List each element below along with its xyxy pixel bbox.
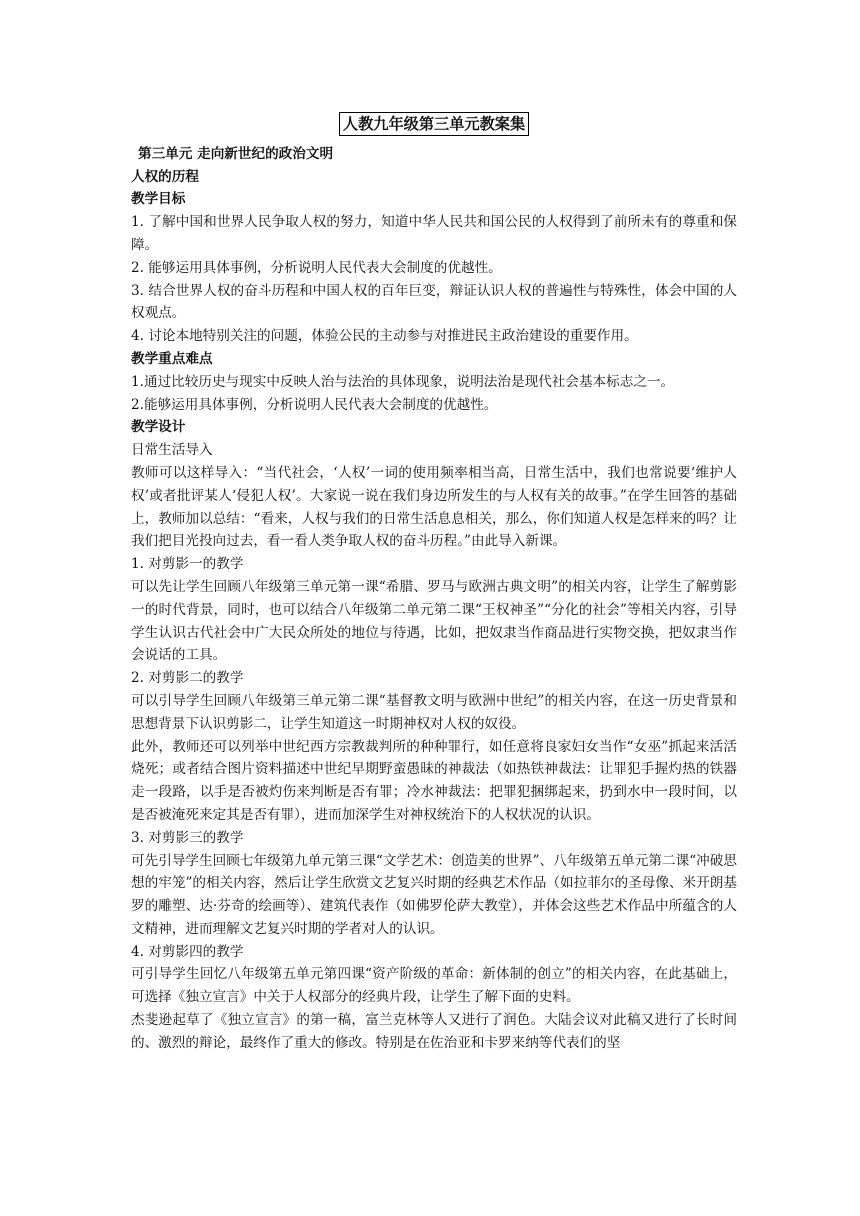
design-paragraph: 可先引导学生回顾七年级第九单元第三课“文学艺术：创造美的世界”、八年级第五单元第二课“冲破思想的牢笼”的相关内容，然后让学生欣赏文艺复兴时期的经典艺术作品（如拉菲尔的圣母像、米开朗基罗的雕塑、达·芬奇的绘画等）、建筑代表作（如佛罗伦萨大教堂），并体会这些艺术作品中所蕴含的人文精神，进而理解文艺复兴时期的学者对人的认识。 <box>131 852 737 937</box>
design-subheading: 1. 对剪影一的教学 <box>131 556 244 573</box>
design-subheading: 3. 对剪影三的教学 <box>131 829 244 846</box>
teaching-goals-heading: 教学目标 <box>131 191 186 208</box>
design-paragraph: 可以先让学生回顾八年级第三单元第一课“希腊、罗马与欧洲古典文明”的相关内容，让学生了解剪影一的时代背景，同时，也可以结合八年级第二单元第二课“王权神圣”“分化的社会”等相关内容，引导学生认识古代社会中广大民众所处的地位与待遇，比如，把奴隶当作商品进行实物交换，把奴隶当作会说话的工具。 <box>131 578 737 664</box>
design-paragraph: 此外，教师还可以列举中世纪西方宗教裁判所的种种罪行，如任意将良家妇女当作“女巫”抓起来活活烧死；或者结合图片资料描述中世纪早期野蛮愚昧的神裁法（如热铁神裁法：让罪犯手握灼热的铁器走一段路，以手是否被灼伤来判断是否有罪；冷水神裁法：把罪犯捆绑起来，扔到水中一段时间，以是否被淹死来定其是否有罪），进而加深学生对神权统治下的人权状况的认识。 <box>131 738 737 823</box>
key-point-item: 2.能够运用具体事例，分析说明人民代表大会制度的优越性。 <box>131 396 498 413</box>
goal-item: 3. 结合世界人权的奋斗历程和中国人权的百年巨变，辩证认识人权的普遍性与特殊性，体会中国的人权观点。 <box>131 282 737 322</box>
lesson-title: 人权的历程 <box>131 168 199 185</box>
key-point-item: 1.通过比较历史与现实中反映人治与法治的具体现象，说明法治是现代社会基本标志之一。 <box>131 373 675 390</box>
key-points-heading: 教学重点难点 <box>131 350 213 367</box>
goal-item: 2. 能够运用具体事例，分析说明人民代表大会制度的优越性。 <box>131 259 502 276</box>
goal-item: 1. 了解中国和世界人民争取人权的努力，知道中华人民共和国公民的人权得到了前所未有的尊重和保障。 <box>131 214 737 253</box>
design-subheading: 4. 对剪影四的教学 <box>131 943 244 960</box>
document-page <box>131 112 737 1055</box>
goal-item: 4. 讨论本地特别关注的问题，体验公民的主动参与对推进民主政治建设的重要作用。 <box>131 328 638 345</box>
design-paragraph: 杰斐逊起草了《独立宣言》的第一稿，富兰克林等人又进行了润色。大陆会议对此稿又进行了长时间的、激烈的辩论，最终作了重大的修改。特别是在佐治亚和卡罗来纳等代表们的坚 <box>131 1012 737 1051</box>
design-subheading: 日常生活导入 <box>131 442 213 459</box>
title-container <box>131 112 737 137</box>
design-paragraph: 教师可以这样导入：“当代社会，‘人权’一词的使用频率相当高，日常生活中，我们也常说要‘维护人权’或者批评某人‘侵犯人权’。大家说一说在我们身边所发生的与人权有关的故事。”在学生回答的基础上，教师加以总结：“看来，人权与我们的日常生活息息相关，那么，你们知道人权是怎样来的吗？让我们把目光投向过去，看一看人类争取人权的奋斗历程。”由此导入新课。 <box>131 464 737 550</box>
document-title: 人教九年级第三单元教案集 <box>339 112 529 136</box>
design-heading: 教学设计 <box>131 419 186 436</box>
unit-title: 第三单元 走向新世纪的政治文明 <box>138 145 334 162</box>
design-paragraph: 可引导学生回忆八年级第五单元第四课“资产阶级的革命：新体制的创立”的相关内容，在此基础上，可选择《独立宣言》中关于人权部分的经典片段，让学生了解下面的史料。 <box>131 966 737 1006</box>
design-paragraph: 可以引导学生回顾八年级第三单元第二课“基督教文明与欧洲中世纪”的相关内容，在这一历史背景和思想背景下认识剪影二，让学生知道这一时期神权对人权的奴役。 <box>131 692 737 732</box>
design-subheading: 2. 对剪影二的教学 <box>131 670 244 687</box>
